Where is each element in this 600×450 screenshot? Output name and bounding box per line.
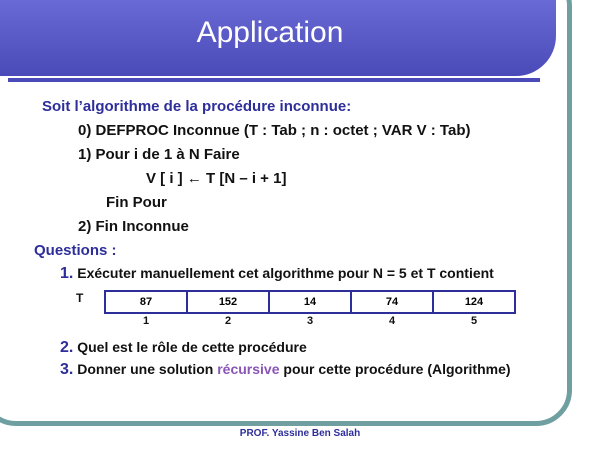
- question-3-text-post: pour cette procédure (Algorithme): [279, 361, 511, 377]
- question-1-text: Exécuter manuellement cet algorithme pour N = 5 et T contient: [73, 265, 494, 281]
- algo-line-1: 1) Pour i de 1 à N Faire: [78, 146, 240, 163]
- algo-line-2: V [ i ] ← T [N – i + 1]: [146, 170, 287, 187]
- array-index: 3: [306, 315, 314, 327]
- intro-text: Soit l’algorithme de la procédure inconnue:: [42, 98, 352, 115]
- question-1-number: 1.: [60, 265, 74, 282]
- array-cell: 124: [433, 291, 515, 313]
- question-3-text-pre: Donner une solution: [73, 361, 218, 377]
- question-3-number: 3.: [60, 361, 74, 378]
- question-2: [60, 339, 307, 357]
- questions-heading: Questions :: [34, 242, 117, 259]
- question-3-highlight: récursive: [217, 361, 280, 377]
- array-index: 1: [142, 315, 150, 327]
- algo-line-0: 0) DEFPROC Inconnue (T : Tab ; n : octet ; VAR V : Tab): [78, 122, 471, 139]
- array-cell: 74: [351, 291, 433, 313]
- array-row: [105, 291, 515, 313]
- question-3: [60, 361, 511, 379]
- question-2-number: 2.: [60, 339, 74, 356]
- slide-title: Application: [196, 16, 344, 49]
- array-label: T: [76, 291, 84, 305]
- algo-line-4: 2) Fin Inconnue: [78, 218, 189, 235]
- footer-author: PROF. Yassine Ben Salah: [239, 428, 361, 439]
- array-index: 5: [470, 315, 478, 327]
- array-cell: 87: [105, 291, 187, 313]
- array-index: 2: [224, 315, 232, 327]
- question-2-text: Quel est le rôle de cette procédure: [73, 339, 307, 355]
- array-cell: 14: [269, 291, 351, 313]
- algo-line-3: Fin Pour: [106, 194, 167, 211]
- array-table: [104, 290, 516, 314]
- question-1: [60, 265, 494, 283]
- array-cell: 152: [187, 291, 269, 313]
- array-index: 4: [388, 315, 396, 327]
- title-underline: [8, 78, 540, 82]
